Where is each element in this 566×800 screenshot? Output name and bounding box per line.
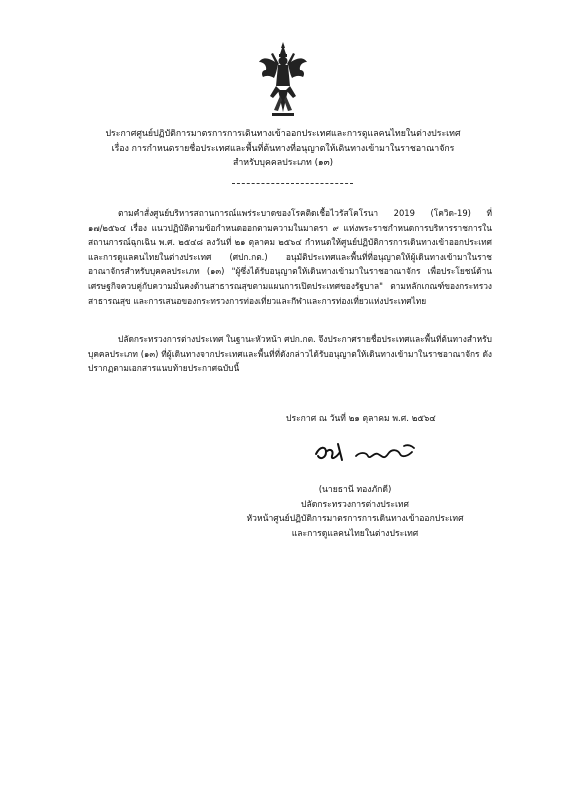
handwritten-signature [312,440,424,466]
header-subject-line3: สำหรับบุคคลประเภท (๑๓) [232,158,334,168]
signatory-block [200,483,510,541]
header-divider [232,183,353,184]
header-subject-line: เรื่อง การกำหนดรายชื่อประเทศและพื้นที่ต้นทางที่อนุญาตให้เดินทางเข้ามาในราชอาณาจักร [111,143,455,154]
signatory-title-1: ปลัดกระทรวงการต่างประเทศ [300,499,410,510]
signatory-title-3: และการดูแลคนไทยในต่างประเทศ [291,528,419,539]
garuda-emblem-icon [258,40,308,120]
signatory-name: (นายธานี ทองภักดี) [318,485,392,495]
header-title-line1: ประกาศศูนย์ปฏิบัติการมาตรการการเดินทางเข้าออกประเทศและการดูแลคนไทยในต่างประเทศ [105,129,461,139]
announcement-header [60,127,506,171]
body-paragraph-1: ตามคำสั่งศูนย์บริหารสถานการณ์แพร่ระบาดของโรคติดเชื้อไวรัสโคโรนา 2019 (โควิด-19) ที่ ๑๗/๒๕๖๔ เรื่อง แนวปฏิบัติตามข้อกำหนดออกตามความในมาตรา ๙ แห่งพระราชกำหนดการบริหารราชการในสถานการณ์ฉุกเฉิน พ.ศ. ๒๕๔๘ ลงวันที่ ๒๑ ตุลาคม ๒๕๖๔ กำหนดให้ศูนย์ปฏิบัติการการเดินทางเข้าออกประเทศและการดูแลคนไทยในต่างประเทศ (ศปก.กต.) อนุมัติประเทศและพื้นที่ที่อนุญาตให้ผู้เดินทางเข้ามาในราชอาณาจักรสำหรับบุคคลประเภท (๑๓) "ผู้ซึ่งได้รับอนุญาตให้เดินทางเข้ามาในราชอาณาจักร เพื่อประโยชน์ด้านเศรษฐกิจควบคู่กับความมั่นคงด้านสาธารณสุขตามแผนการเปิดประเทศของรัฐบาล" ตามหลักเกณฑ์ของกระทรวงสาธารณสุข และการเสนอของกระทรวงการท่องเที่ยวและกีฬาและการท่องเที่ยวแห่งประเทศไทย [88,208,492,306]
announcement-date: ประกาศ ณ วันที่ ๒๑ ตุลาคม พ.ศ. ๒๕๖๔ [286,414,436,424]
announcement-body [88,206,492,376]
signatory-title-2: หัวหน้าศูนย์ปฏิบัติการมาตรการการเดินทางเข้าออกประเทศ [246,514,464,525]
body-paragraph-2: ปลัดกระทรวงการต่างประเทศ ในฐานะหัวหน้า ศปก.กต. จึงประกาศรายชื่อประเทศและพื้นที่ต้นทางสำหรับบุคคลประเภท (๑๓) ที่ผู้เดินทางจากประเทศและพื้นที่ที่ดังกล่าวได้รับอนุญาตให้เดินทางเข้ามาในราชอาณาจักร ดังปรากฏตามเอกสารแนบท้ายประกาศฉบับนี้ [88,334,492,374]
